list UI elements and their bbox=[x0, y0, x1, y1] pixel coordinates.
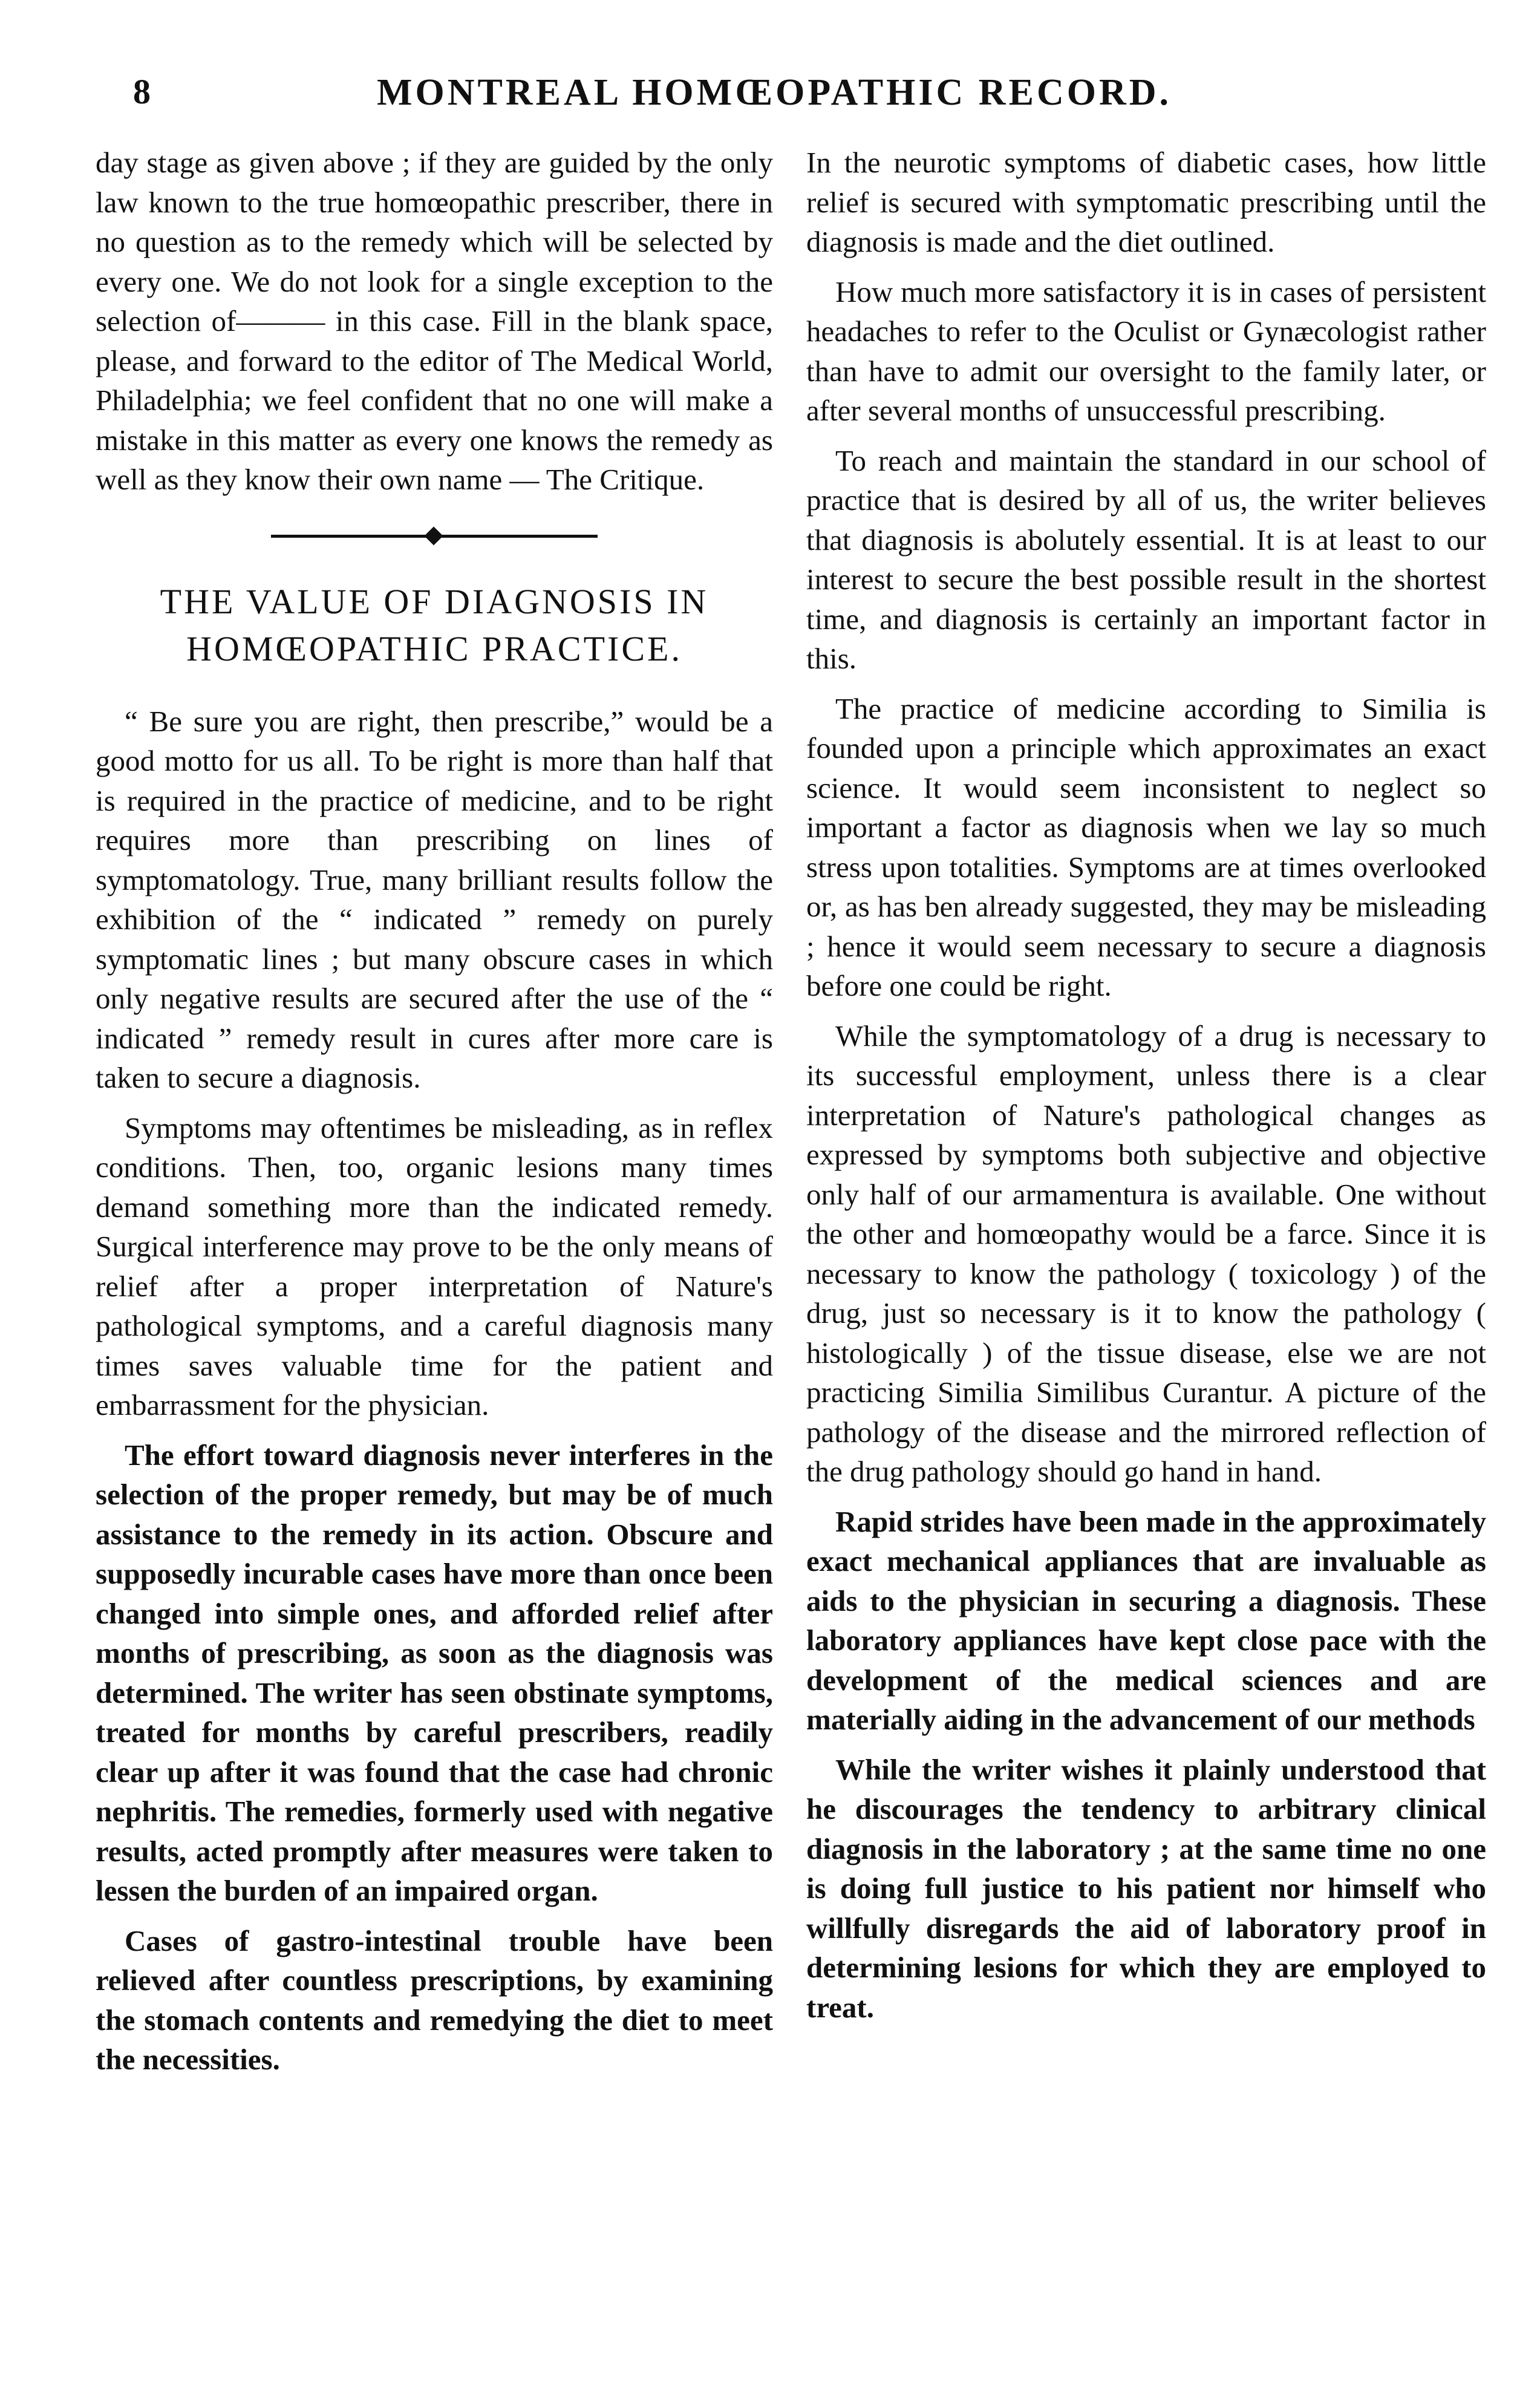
section-divider bbox=[96, 512, 773, 560]
article-paragraph: The effort toward diagnosis never interferes in the selection of the proper remedy, but may be of much assistance to the remedy in its action. Obscure and supposedly incurable cases have more than once been changed into simple ones, and afforded relief after months of prescribing, as soon as the diagnosis was determined. The writer has seen obstinate symptoms, treated for months by careful prescribers, readily clear up after it was found that the case had chronic nephritis. The remedies, formerly used with negative results, acted promptly after measures were taken to lessen the burden of an impaired organ. bbox=[96, 1438, 773, 1907]
article-paragraph: How much more satisfactory it is in cases of persistent headaches to refer to the Oculist or Gynæcologist rather than have to admit our oversight to the family later, or after several months of unsuccessful prescribing. bbox=[806, 275, 1486, 427]
article-paragraph: “ Be sure you are right, then prescribe,” would be a good motto for us all. To be right is more than half that is required in the practice of medicine, and to be right requires more than prescribing on lines of symptomatology. True, many brilliant results follow the exhibition of the “ indicated ” remedy on purely symptomatic lines ; but many obscure cases in which only negative results are secured after the use of the “ indicated ” remedy result in cures after more care is taken to secure a diagnosis. bbox=[96, 704, 773, 1094]
page-header bbox=[91, 71, 1458, 138]
divider-ornament-icon bbox=[424, 526, 443, 545]
article-paragraph: Symptoms may oftentimes be misleading, as in reflex conditions. Then, too, organic lesions many times demand something more than the indicated remedy. Surgical interference may prove to be the only means of relief after a proper interpretation of Nature's pathological symptoms, and a careful diagnosis many times saves valuable time for the patient and embarrassment for the physician. bbox=[96, 1111, 773, 1421]
article-paragraph: While the writer wishes it plainly understood that he discourages the tendency to arbitrary clinical diagnosis in the laboratory ; at the same time no one is doing full justice to his patient nor himself who willfully disregards the aid of laboratory proof in determining lesions for which they are employed to treat. bbox=[806, 1752, 1486, 2024]
carryover-paragraph: day stage as given above ; if they are guided by the only law known to the true homœopathic prescriber, there in no question as to the remedy which will be selected by every one. We do not look for a single exception to the selection of——— in this case. Fill in the blank space, please, and forward to the editor of The Medical World, Philadelphia; we feel confident that no one will make a mistake in this matter as every one knows the remedy as well as they know their own name — The Critique. bbox=[96, 146, 773, 496]
article-paragraph: Cases of gastro-intestinal trouble have been relieved after countless prescriptions, by examining the stomach contents and remedying the diet to meet the necessities. bbox=[96, 1924, 773, 2076]
left-column bbox=[96, 143, 773, 2090]
article-title: THE VALUE OF DIAGNOSIS IN HOMŒOPATHIC PRACTICE. bbox=[160, 581, 709, 668]
page-number: 8 bbox=[133, 72, 151, 111]
right-column bbox=[806, 143, 1486, 2037]
running-title: MONTREAL HOMŒOPATHIC RECORD. bbox=[376, 72, 1172, 113]
article-paragraph: In the neurotic symptoms of diabetic cases, how little relief is secured with symptomatic prescribing until the diagnosis is made and the diet outlined. bbox=[806, 146, 1486, 258]
article-paragraph: While the symptomatology of a drug is necessary to its successful employment, unless there is a clear interpretation of Nature's pathological changes as expressed by symptoms both subjective and objective only half of our armamentura is available. One without the other and homœopathy would be a farce. Since it is necessary to know the pathology ( toxicology ) of the drug, just so necessary is it to know the pathology ( histologically ) of the tissue disease, else we are not practicing Similia Similibus Curantur. A picture of the pathology of the disease and the mirrored reflection of the drug pathology should go hand in hand. bbox=[806, 1019, 1486, 1488]
article-paragraph: To reach and maintain the standard in our school of practice that is desired by all of us, the writer believes that diagnosis is abolutely essential. It is at least to our interest to secure the best possible result in the shortest time, and diagnosis is certainly an important factor in this. bbox=[806, 443, 1486, 675]
article-paragraph: Rapid strides have been made in the approximately exact mechanical appliances that are invaluable as aids to the physician in securing a diagnosis. These laboratory appliances have kept close pace with the development of the medical sciences and are materially aiding in the advancement of our methods bbox=[806, 1504, 1486, 1736]
article-paragraph: The practice of medicine according to Similia is founded upon a principle which approximates an exact science. It would seem inconsistent to neglect so important a factor as diagnosis when we lay so much stress upon totalities. Symptoms are at times overlooked or, as has ben already suggested, they may be misleading ; hence it would seem necessary to secure a diagnosis before one could be right. bbox=[806, 691, 1486, 1002]
